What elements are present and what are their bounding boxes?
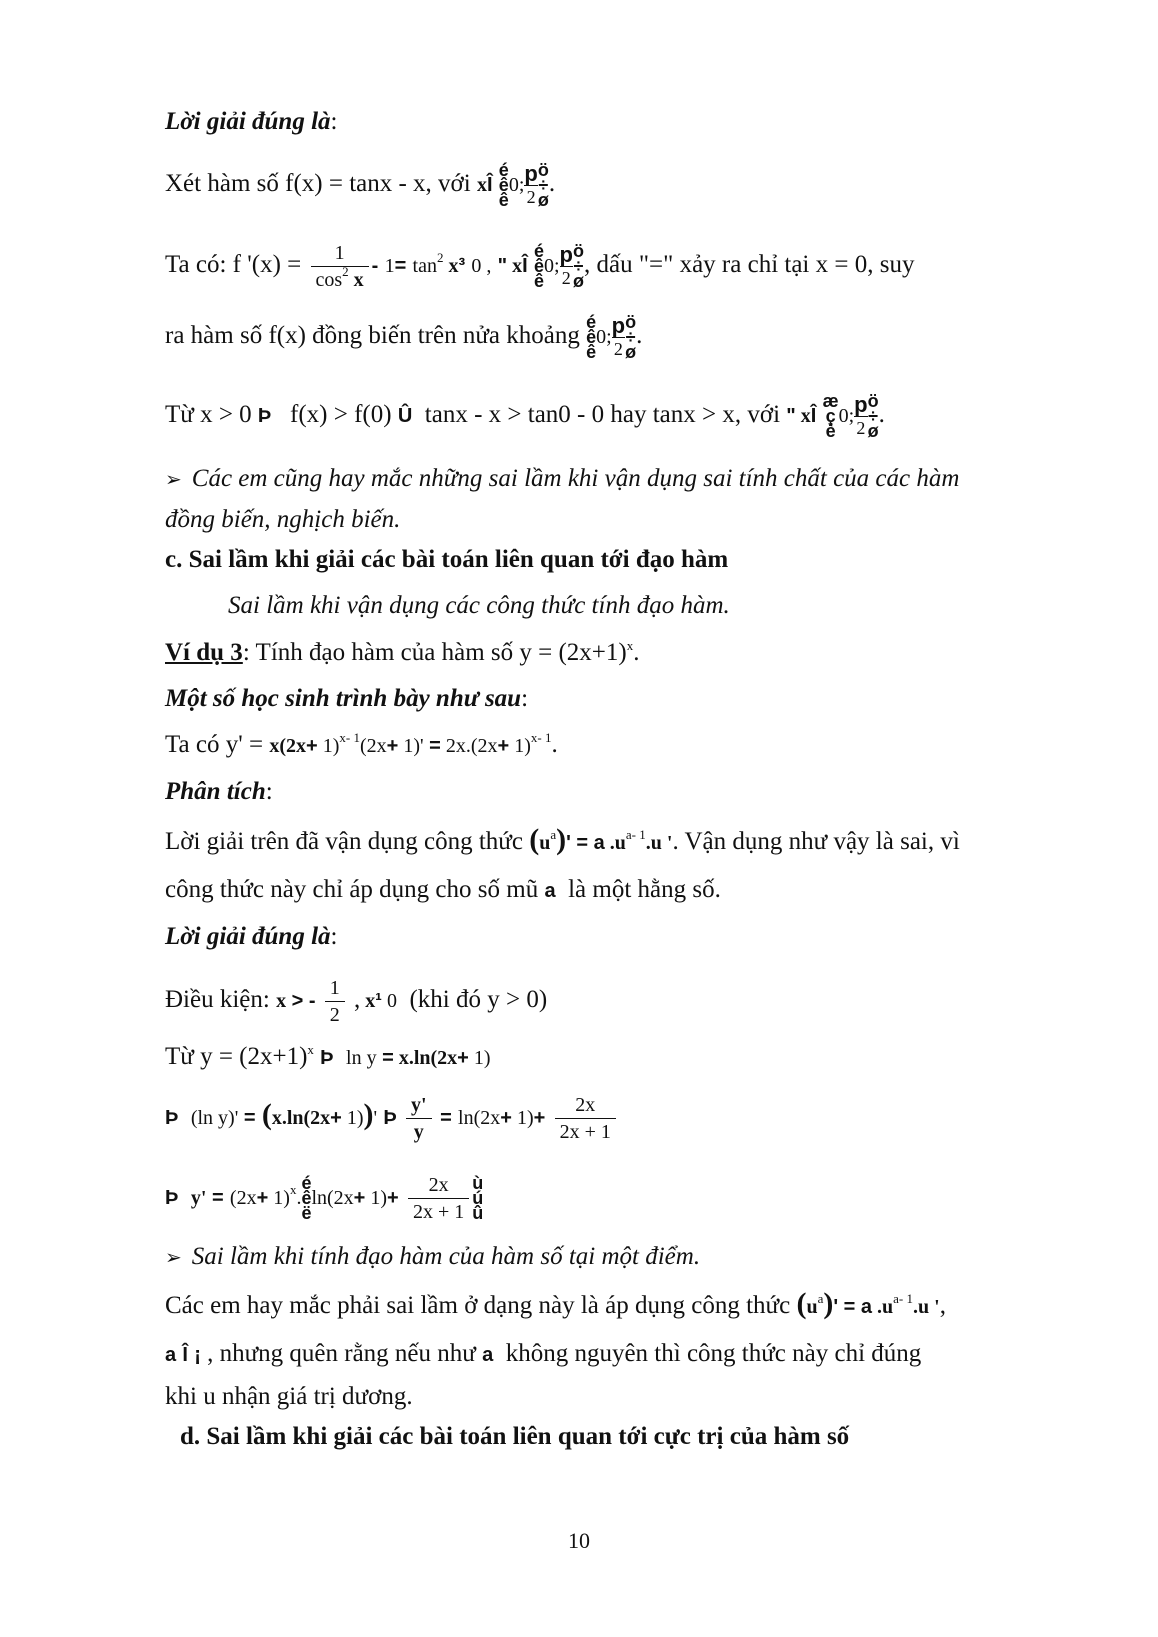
fraction-2x-over-2x-plus-1: $\frac{2x}{2x + 1}$ bbox=[408, 1172, 469, 1225]
left-square-bracket: é ê ë bbox=[301, 1173, 312, 1223]
line-y-prime-result: Þ $y' = (2x+ 1)^x$. é ê ë ln(2x+ 1)+ $\frac{2x}{2x + 1}$ ù ú û bbox=[165, 1173, 484, 1223]
left-bracket: é ê ê bbox=[586, 312, 597, 362]
line-alpha-in-r: a Î ¡ , nhưng quên rằng nếu như a không nguyên thì công thức này chỉ đúng bbox=[165, 1340, 922, 1367]
line-xet-ham-so: Xét hàm số f(x) = tanx - x, với xÎ é ê ê 0; p 2 ö ÷ ø . bbox=[165, 160, 556, 210]
line-ta-co-wrong: Ta có $y' = x(2x+ 1)^{x- 1}(2x+ 1)' = 2x.(2x+ 1)^{x- 1}$. bbox=[165, 730, 558, 758]
line-note-tinh-chat: ➢ Các em cũng hay mắc những sai lầm khi vận dụng sai tính chất của các hàm bbox=[165, 465, 960, 492]
line-dieu-kien: Điều kiện: x > - $\frac{1}{2}$ , x¹ 0 (khi đó y > 0) bbox=[165, 977, 548, 1026]
line-note-tai-mot-diem: ➢ Sai lầm khi tính đạo hàm của hàm số tại một điểm. bbox=[165, 1243, 701, 1270]
pi-over-two: p 2 bbox=[854, 392, 868, 438]
line-ta-co-derivative: Ta có: f '(x) = $\frac{1}{\cos^2 x}$ - $1= \tan^2 x^3$ 0 , " xÎ é ê ê 0; p 2 ö ÷ ø , dấu "=" xảy ra chỉ tại x = 0, suy bbox=[165, 241, 915, 291]
line-tu-y-ln: Từ $y = (2x+1)^x$ Þ ln y = x.ln(2x+ 1) bbox=[165, 1042, 491, 1070]
line-loi-giai-1: Lời giải đúng là: bbox=[165, 108, 338, 135]
pi-over-two: p 2 bbox=[559, 242, 573, 288]
fraction-one-over-cos2: $\frac{1}{\cos^2 x}$ bbox=[311, 240, 369, 293]
line-cong-thuc-power: Lời giải trên đã vận dụng công thức $(u^a)' = a$ $.u^{a- 1}.u$ '. Vận dụng như vậy là sai, vì bbox=[165, 823, 960, 856]
example-label: Ví dụ 3 bbox=[165, 639, 243, 666]
line-vi-du-3: Ví dụ 3: Tính đạo hàm của hàm số $y = (2x+1)^x$. bbox=[165, 638, 640, 666]
right-bracket: ö ÷ ø bbox=[625, 312, 637, 362]
heading-section-d: d. Sai lầm khi giải các bài toán liên quan tới cực trị của hàm số bbox=[180, 1423, 850, 1450]
right-paren: ö ÷ ø bbox=[867, 391, 879, 441]
heading-section-c: c. Sai lầm khi giải các bài toán liên quan tới đạo hàm bbox=[165, 546, 729, 573]
left-paren: æ ç è bbox=[822, 391, 839, 441]
line-cac-em-hay-mac: Các em hay mắc phải sai lầm ở dạng này là áp dụng công thức $(u^a)' = a$ $.u^{a- 1}.u$ ', bbox=[165, 1287, 946, 1320]
line-u-duong: khi u nhận giá trị dương. bbox=[165, 1383, 413, 1410]
fraction-one-half: $\frac{1}{2}$ bbox=[325, 975, 345, 1028]
pi-over-two: p 2 bbox=[524, 161, 538, 207]
page-number: 10 bbox=[568, 1528, 590, 1553]
line-loi-giai-2: Lời giải đúng là: bbox=[165, 923, 338, 950]
fraction-2x-over-2x-plus-1: $\frac{2x}{2x + 1}$ bbox=[555, 1092, 616, 1145]
fraction-yprime-over-y: $\frac{y'}{y}$ bbox=[406, 1092, 432, 1145]
right-square-bracket: ù ú û bbox=[472, 1173, 484, 1223]
line-sai-lam-cong-thuc: Sai lầm khi vận dụng các công thức tính đạo hàm. bbox=[228, 592, 730, 619]
right-bracket: ö ÷ ø bbox=[572, 241, 584, 291]
line-mot-so-hoc-sinh: Một số học sinh trình bày như sau: bbox=[165, 685, 529, 712]
left-bracket: é ê ê bbox=[533, 241, 544, 291]
line-ln-derivative: Þ (ln y)' = (x.ln(2x+ 1))' Þ $\frac{y'}{y}$ = ln(2x+ 1)+ $\frac{2x}{2x + 1}$ bbox=[165, 1092, 619, 1145]
bullet-arrow-icon: ➢ bbox=[165, 1245, 182, 1269]
line-tu-x-lon-hon-0: Từ x > 0 Þ f(x) > f(0) Û tanx - x > tan0 - 0 hay tanx > x, với " xÎ æ ç è 0; p 2 ö ÷ ø . bbox=[165, 391, 885, 441]
line-note-tinh-chat-2: đồng biến, nghịch biến. bbox=[165, 506, 401, 533]
pi-over-two: p 2 bbox=[611, 313, 626, 359]
left-bracket: é ê ê bbox=[498, 160, 509, 210]
line-dong-bien: ra hàm số f(x) đồng biến trên nửa khoảng é ê ê 0; p 2 ö ÷ ø . bbox=[165, 312, 643, 362]
right-bracket: ö ÷ ø bbox=[537, 160, 549, 210]
line-hang-so: công thức này chỉ áp dụng cho số mũ a là một hằng số. bbox=[165, 876, 721, 903]
line-phan-tich: Phân tích: bbox=[165, 778, 273, 805]
heading-loi-giai: Lời giải đúng là bbox=[165, 108, 331, 135]
bullet-arrow-icon: ➢ bbox=[165, 467, 182, 491]
